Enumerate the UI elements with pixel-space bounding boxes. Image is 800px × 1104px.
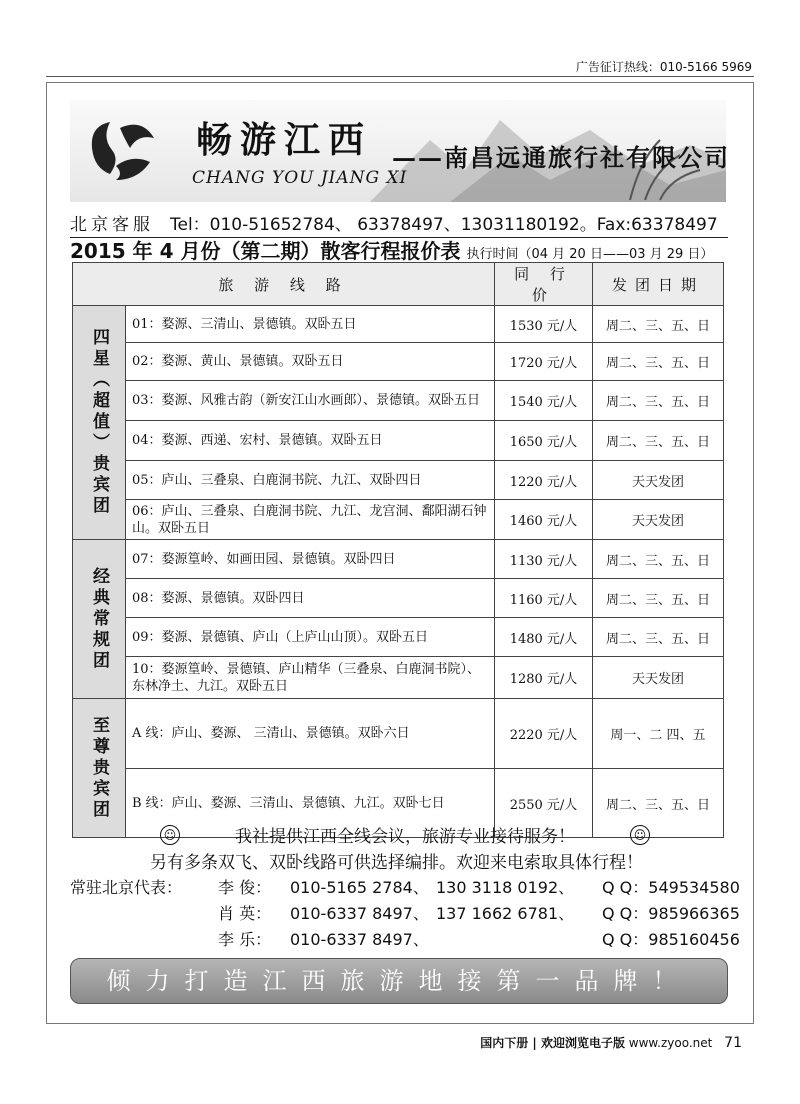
dates-cell: 周二、三、五、日 [593, 343, 724, 381]
table-row [73, 461, 724, 500]
price-cell: 1530 元/人 [495, 306, 593, 343]
table-row [73, 540, 724, 579]
route-cell: 06：庐山、三叠泉、白鹿洞书院、九江、龙宫洞、鄱阳湖石钟山。双卧五日 [126, 500, 495, 540]
dates-cell: 周二、三、五、日 [593, 306, 724, 343]
brand-name-pinyin: CHANG YOU JIANG XI [192, 168, 408, 188]
page-title: 2015 年 4 月份（第二期）散客行程报价表 [70, 239, 461, 263]
contact-row [70, 875, 740, 901]
table-row [73, 421, 724, 461]
title-row [70, 235, 730, 264]
beijing-representatives [70, 875, 740, 953]
dates-cell: 周二、三、五、日 [593, 618, 724, 657]
brand-name-chinese: 畅游江西 [196, 119, 373, 161]
route-cell: B 线：庐山、婺源、三清山、景德镇、九江。双卧七日 [126, 769, 495, 838]
price-cell: 2220 元/人 [495, 699, 593, 769]
price-cell: 1280 元/人 [495, 657, 593, 699]
contact-qq: Q Q：985160456 [602, 930, 740, 949]
contact-mobile [436, 927, 602, 953]
category-four-star: 四星（超值）贵宾团 [73, 306, 126, 540]
table-row [73, 343, 724, 381]
route-cell: 08：婺源、景德镇。双卧四日 [126, 579, 495, 618]
route-cell: 02：婺源、黄山、景德镇。双卧五日 [126, 343, 495, 381]
slogan-banner: 倾力打造江西旅游地接第一品牌！ [70, 958, 728, 1004]
promo-text-1: 我社提供江西全线会议，旅游专业接待服务！ [235, 827, 575, 847]
contact-qq: Q Q：985966365 [602, 904, 740, 923]
footer-section: 国内下册 | 欢迎浏览电子版 [480, 1036, 625, 1050]
contact-phone: 010-6337 8497、 [290, 904, 429, 923]
contact-mobile: 130 3118 0192、 [436, 878, 575, 897]
footer-site: www.zyoo.net [628, 1036, 713, 1050]
dates-cell: 周二、三、五、日 [593, 421, 724, 461]
dates-cell: 天天发团 [593, 500, 724, 540]
table-row [73, 699, 724, 769]
page-number: 71 [724, 1035, 742, 1051]
route-cell: A 线：庐山、婺源、 三清山、景德镇。双卧六日 [126, 699, 495, 769]
price-cell: 2550 元/人 [495, 769, 593, 838]
contact-qq: Q Q：549534580 [602, 878, 740, 897]
ad-hotline: 广告征订热线：010-5166 5969 [575, 60, 752, 74]
route-cell: 10：婺源篁岭、景德镇、庐山精华（三叠泉、白鹿洞书院）、东林净土、九江。双卧五日 [126, 657, 495, 699]
contact-mobile: 137 1662 6781、 [436, 904, 575, 923]
category-classic: 经典常规团 [73, 540, 126, 699]
route-cell: 03：婺源、风雅古韵（新安江山水画郎）、景德镇。双卧五日 [126, 381, 495, 421]
table-row [73, 306, 724, 343]
beijing-service-line [70, 210, 728, 238]
price-cell: 1540 元/人 [495, 381, 593, 421]
route-price-table [72, 262, 724, 838]
route-cell: 04：婺源、西递、宏村、景德镇。双卧五日 [126, 421, 495, 461]
smiley-icon: ☺ [630, 825, 650, 845]
route-cell: 07：婺源篁岭、如画田园、景德镇。双卧四日 [126, 540, 495, 579]
company-name: ——南昌远通旅行社有限公司 [392, 143, 730, 172]
dates-cell: 周二、三、五、日 [593, 540, 724, 579]
dates-cell: 天天发团 [593, 461, 724, 500]
category-premium: 至尊贵宾团 [73, 699, 126, 838]
table-row [73, 579, 724, 618]
contact-name: 李 乐： [218, 930, 272, 949]
price-cell: 1720 元/人 [495, 343, 593, 381]
price-cell: 1160 元/人 [495, 579, 593, 618]
price-cell: 1460 元/人 [495, 500, 593, 540]
route-cell: 01：婺源、三清山、景德镇。双卧五日 [126, 306, 495, 343]
logo-swirl-icon [80, 108, 164, 192]
price-cell: 1130 元/人 [495, 540, 593, 579]
promo-line-2: 另有多条双飞、双卧线路可供选择编排。欢迎来电索取具体行程！ [150, 853, 643, 873]
price-cell: 1650 元/人 [495, 421, 593, 461]
contact-name: 李 俊： [218, 878, 272, 897]
valid-period: 执行时间（04 月 20 日——03 月 29 日） [466, 247, 714, 262]
price-cell: 1480 元/人 [495, 618, 593, 657]
smiley-icon: ☺ [160, 825, 180, 845]
dates-cell: 天天发团 [593, 657, 724, 699]
contacts-label: 常驻北京代表： [70, 878, 183, 897]
contact-phone: 010-6337 8497、 [290, 930, 429, 949]
dates-cell: 周二、三、五、日 [593, 769, 724, 838]
contact-row [70, 927, 740, 953]
table-row [73, 657, 724, 699]
route-cell: 09：婺源、景德镇、庐山（上庐山山顶）。双卧五日 [126, 618, 495, 657]
dates-cell: 周一、二 四、五 [593, 699, 724, 769]
table-row [73, 618, 724, 657]
promo-line-1 [160, 822, 650, 847]
price-cell: 1220 元/人 [495, 461, 593, 500]
dates-cell: 周二、三、五、日 [593, 579, 724, 618]
header-dates: 发团日期 [593, 263, 724, 306]
table-header-row [73, 263, 724, 306]
page-footer [480, 1034, 742, 1051]
table-row [73, 381, 724, 421]
contact-row [70, 901, 740, 927]
route-cell: 05：庐山、三叠泉、白鹿洞书院、九江、双卧四日 [126, 461, 495, 500]
service-label: 北京客服 [70, 215, 154, 235]
header-route: 旅 游 线 路 [73, 263, 495, 306]
contact-name: 肖 英： [218, 904, 272, 923]
dates-cell: 周二、三、五、日 [593, 381, 724, 421]
top-rule [46, 76, 754, 77]
service-phones: Tel：010-51652784、 63378497、13031180192。Fax:63378497 [170, 215, 718, 235]
table-row [73, 500, 724, 540]
contact-phone: 010-5165 2784、 [290, 878, 429, 897]
header-price: 同 行 价 [495, 263, 593, 306]
